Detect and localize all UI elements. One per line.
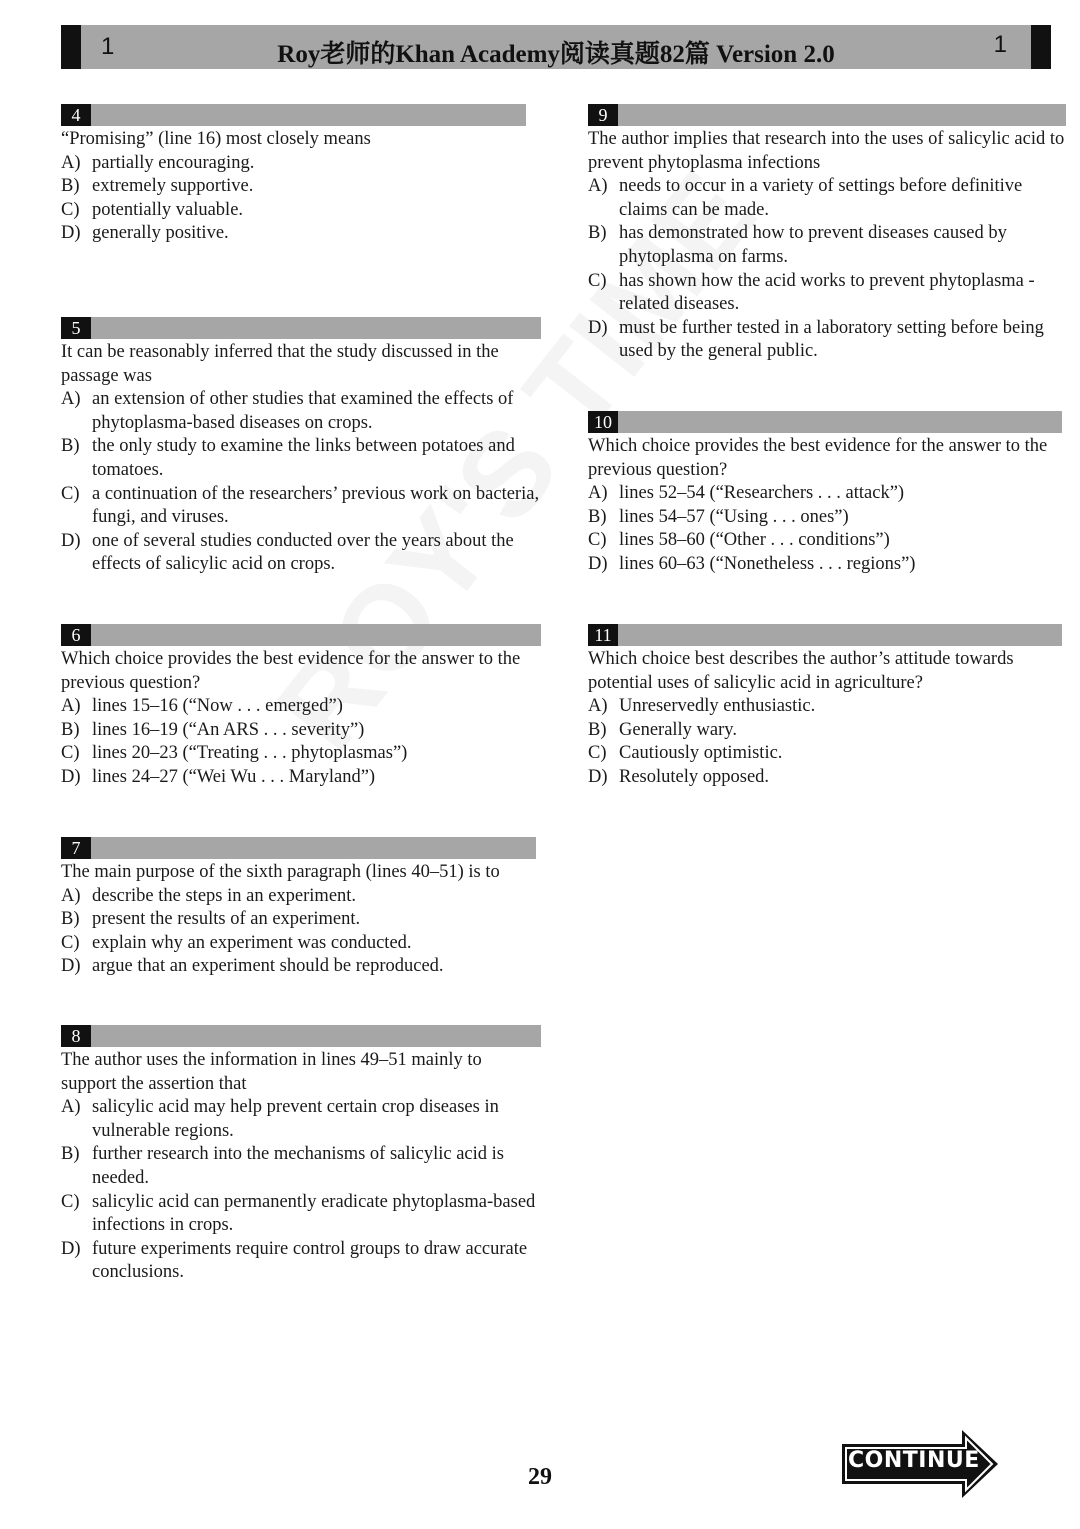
option-text: lines 54–57 (“Using . . . ones”)	[619, 506, 849, 527]
answer-option[interactable]	[61, 1191, 541, 1238]
question-bar	[61, 837, 536, 859]
option-letter: A)	[588, 176, 608, 197]
option-letter: D)	[588, 317, 608, 338]
option-letter: B)	[61, 436, 80, 457]
option-letter: C)	[61, 483, 80, 504]
option-letter: B)	[588, 506, 607, 527]
answer-option[interactable]	[588, 529, 1062, 553]
question-stem: Which choice provides the best evidence for the answer to the previous question?	[588, 436, 1048, 480]
answer-options	[588, 175, 1066, 364]
option-text: has shown how the acid works to prevent phytoplasma -related diseases.	[619, 270, 1035, 315]
answer-option[interactable]	[61, 908, 541, 932]
answer-option[interactable]	[61, 152, 526, 176]
option-letter: C)	[61, 199, 80, 220]
header-page-right: 1	[993, 31, 1007, 58]
option-letter: D)	[61, 766, 81, 787]
answer-option[interactable]	[588, 270, 1066, 317]
question-stem: Which choice provides the best evidence for the answer to the previous question?	[61, 649, 521, 693]
continue-button[interactable]	[842, 1430, 1000, 1498]
question-number: 7	[61, 837, 91, 859]
answer-option[interactable]	[61, 222, 526, 246]
option-letter: C)	[61, 743, 80, 764]
answer-options	[61, 885, 541, 979]
option-letter: C)	[61, 932, 80, 953]
option-letter: B)	[61, 1144, 80, 1165]
answer-option[interactable]	[588, 506, 1062, 530]
option-letter: B)	[61, 176, 80, 197]
answer-option[interactable]	[61, 483, 548, 530]
question-number: 8	[61, 1025, 91, 1047]
option-letter: D)	[61, 1238, 81, 1259]
option-letter: D)	[588, 553, 608, 574]
answer-option[interactable]	[588, 742, 1062, 766]
option-letter: A)	[61, 389, 81, 410]
answer-option[interactable]	[61, 695, 541, 719]
answer-option[interactable]	[61, 742, 541, 766]
option-text: a continuation of the researchers’ previous work on bacteria, fungi, and viruses.	[92, 483, 540, 528]
answer-option[interactable]	[588, 482, 1062, 506]
option-letter: A)	[588, 483, 608, 504]
question-number: 4	[61, 104, 91, 126]
question-number: 9	[588, 104, 618, 126]
option-text: one of several studies conducted over the years about the effects of salicylic acid on crops.	[92, 530, 514, 575]
page-number: 29	[528, 1464, 552, 1490]
answer-option[interactable]	[61, 175, 526, 199]
question-bar	[588, 104, 1066, 126]
answer-option[interactable]	[588, 175, 1066, 222]
question-bar	[61, 624, 541, 646]
option-letter: B)	[61, 909, 80, 930]
option-letter: C)	[61, 1191, 80, 1212]
option-text: the only study to examine the links between potatoes and tomatoes.	[92, 436, 515, 480]
option-text: further research into the mechanisms of salicylic acid is needed.	[92, 1144, 504, 1188]
question-11	[588, 624, 1062, 790]
option-letter: D)	[61, 530, 81, 551]
question-4	[61, 104, 526, 246]
answer-option[interactable]	[61, 932, 541, 956]
question-number: 11	[588, 624, 618, 646]
option-letter: A)	[61, 152, 81, 173]
option-text: Resolutely opposed.	[619, 766, 770, 787]
option-letter: B)	[588, 719, 607, 740]
answer-option[interactable]	[61, 388, 548, 435]
question-stem: The author uses the information in lines 49–51 mainly to support the assertion that	[61, 1050, 482, 1094]
answer-option[interactable]	[61, 955, 541, 979]
header-right-block	[1031, 25, 1051, 69]
option-text: lines 58–60 (“Other . . . conditions”)	[619, 530, 890, 551]
option-text: generally positive.	[92, 223, 229, 244]
option-text: present the results of an experiment.	[92, 909, 361, 930]
answer-option[interactable]	[588, 553, 1062, 577]
answer-option[interactable]	[61, 530, 548, 577]
question-bar	[588, 624, 1062, 646]
option-letter: B)	[61, 719, 80, 740]
answer-options	[61, 152, 526, 246]
question-stem: The main purpose of the sixth paragraph (lines 40–51) is to	[61, 862, 500, 882]
option-text: lines 20–23 (“Treating . . . phytoplasmas”)	[92, 743, 408, 764]
option-text: extremely supportive.	[92, 176, 254, 197]
option-text: lines 24–27 (“Wei Wu . . . Maryland”)	[92, 766, 376, 787]
question-9	[588, 104, 1066, 364]
answer-option[interactable]	[588, 222, 1066, 269]
answer-options	[588, 695, 1062, 789]
option-letter: C)	[588, 530, 607, 551]
answer-option[interactable]	[61, 435, 548, 482]
option-text: explain why an experiment was conducted.	[92, 932, 412, 953]
question-number: 6	[61, 624, 91, 646]
answer-option[interactable]	[588, 719, 1062, 743]
continue-label: CONTINUE	[848, 1448, 980, 1473]
question-stem: “Promising” (line 16) most closely means	[61, 129, 371, 149]
answer-option[interactable]	[61, 1143, 541, 1190]
option-text: Cautiously optimistic.	[619, 743, 783, 764]
question-bar	[588, 411, 1062, 433]
option-text: potentially valuable.	[92, 199, 244, 220]
answer-option[interactable]	[61, 885, 541, 909]
option-letter: C)	[588, 270, 607, 291]
option-text: future experiments require control groups to draw accurate conclusions.	[92, 1238, 528, 1283]
answer-option[interactable]	[61, 1096, 541, 1143]
option-text: needs to occur in a variety of settings before definitive claims can be made.	[619, 176, 1023, 220]
header-title: Roy老师的Khan Academy阅读真题82篇 Version 2.0	[277, 41, 835, 68]
option-text: lines 16–19 (“An ARS . . . severity”)	[92, 719, 365, 740]
answer-options	[61, 695, 541, 789]
option-text: lines 15–16 (“Now . . . emerged”)	[92, 696, 343, 717]
answer-options	[61, 388, 548, 577]
answer-option[interactable]	[588, 695, 1062, 719]
question-10	[588, 411, 1062, 577]
answer-option[interactable]	[61, 1238, 541, 1285]
option-text: Unreservedly enthusiastic.	[619, 696, 816, 717]
question-number: 5	[61, 317, 91, 339]
option-letter: A)	[61, 885, 81, 906]
answer-option[interactable]	[61, 766, 541, 790]
option-letter: B)	[588, 223, 607, 244]
option-letter: A)	[588, 696, 608, 717]
option-letter: C)	[588, 743, 607, 764]
header-page-left: 1	[101, 33, 115, 60]
option-text: partially encouraging.	[92, 152, 255, 173]
option-text: argue that an experiment should be reproduced.	[92, 956, 444, 977]
answer-option[interactable]	[588, 317, 1066, 364]
question-stem: It can be reasonably inferred that the study discussed in the passage was	[61, 342, 499, 386]
option-letter: D)	[61, 956, 81, 977]
option-letter: D)	[588, 766, 608, 787]
question-bar	[61, 1025, 541, 1047]
option-letter: A)	[61, 696, 81, 717]
question-5	[61, 317, 548, 577]
option-text: lines 52–54 (“Researchers . . . attack”)	[619, 483, 905, 504]
option-text: an extension of other studies that examined the effects of phytoplasma-based diseases on crops.	[92, 389, 514, 433]
answer-options	[588, 482, 1062, 576]
page-header	[61, 25, 1051, 69]
question-6	[61, 624, 541, 790]
option-text: salicylic acid may help prevent certain crop diseases in vulnerable regions.	[92, 1097, 499, 1141]
answer-option[interactable]	[61, 719, 541, 743]
option-text: lines 60–63 (“Nonetheless . . . regions”)	[619, 553, 916, 574]
option-text: salicylic acid can permanently eradicate phytoplasma-based infections in crops.	[92, 1191, 536, 1236]
answer-options	[61, 1096, 541, 1285]
option-letter: A)	[61, 1097, 81, 1118]
option-text: must be further tested in a laboratory setting before being used by the general public.	[619, 317, 1044, 362]
question-8	[61, 1025, 541, 1285]
question-stem: Which choice best describes the author’s attitude towards potential uses of salicylic acid in agriculture?	[588, 649, 1014, 693]
question-bar	[61, 317, 541, 339]
question-stem: The author implies that research into the uses of salicylic acid to prevent phytoplasma infections	[588, 129, 1065, 173]
question-7	[61, 837, 541, 979]
question-number: 10	[588, 411, 618, 433]
answer-option[interactable]	[588, 766, 1062, 790]
option-text: Generally wary.	[619, 719, 737, 740]
option-letter: D)	[61, 223, 81, 244]
option-text: has demonstrated how to prevent diseases caused by phytoplasma on farms.	[619, 223, 1007, 267]
question-bar	[61, 104, 526, 126]
option-text: describe the steps in an experiment.	[92, 885, 357, 906]
answer-option[interactable]	[61, 199, 526, 223]
